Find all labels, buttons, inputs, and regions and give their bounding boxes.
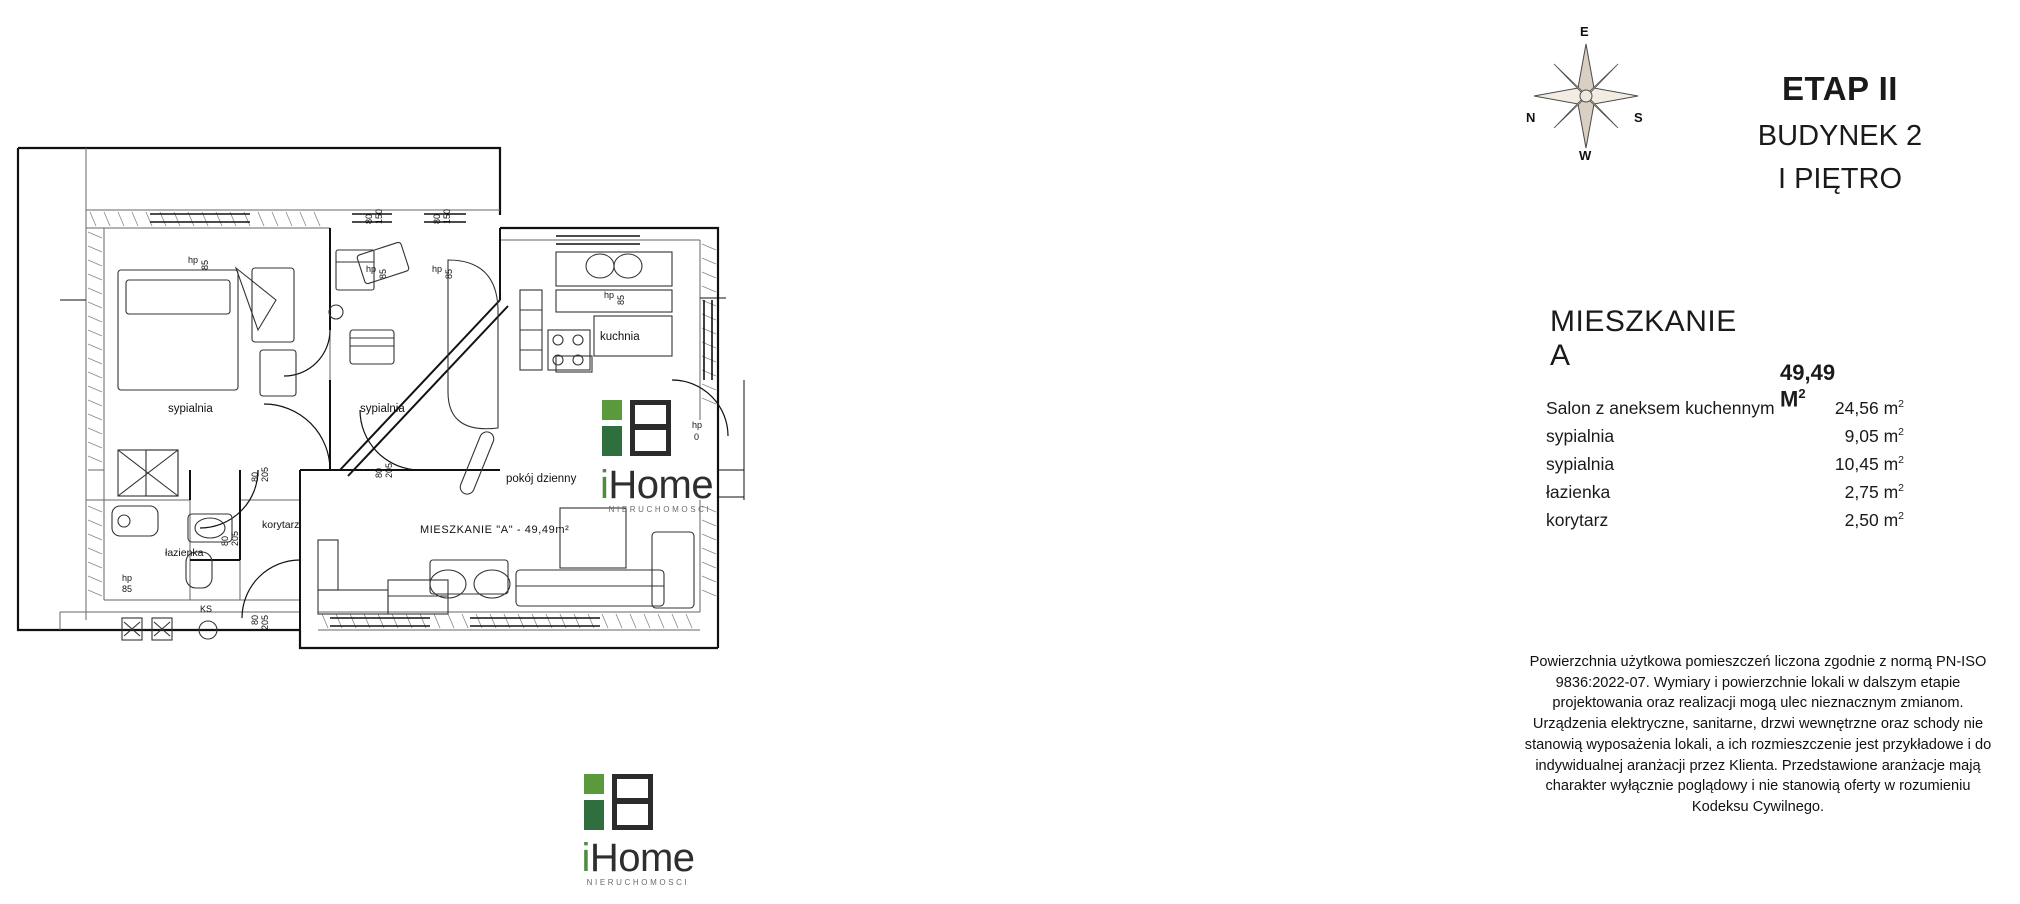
room-area-table — [1546, 394, 1904, 534]
door-code-d4: hp — [604, 290, 615, 300]
door-size-d3: 85 — [444, 268, 454, 279]
room-area — [1821, 394, 1904, 422]
table-row — [1546, 394, 1904, 422]
door-code-d1: hp — [188, 255, 199, 265]
ihome-logo-overlay — [600, 396, 720, 514]
room-area-sup: 2 — [1898, 425, 1904, 438]
window-h-w4: 205 — [384, 462, 394, 478]
table-row — [1546, 422, 1904, 450]
room-label-kitchen: kuchnia — [600, 331, 640, 343]
apartment-stamp: MIESZKANIE "A" - 49,49m² — [420, 524, 570, 536]
room-area-value: 2,50 m — [1844, 509, 1899, 530]
logo-letter-i: i — [600, 463, 609, 507]
room-name: Salon z aneksem kuchennym — [1546, 397, 1775, 418]
door-size-d5: 0 — [694, 432, 700, 442]
stage-title: ETAP II — [1782, 70, 1898, 107]
door-code-d2: hp — [366, 264, 377, 274]
compass-label-west: W — [1579, 148, 1592, 163]
window-w-w2: 80 — [432, 213, 442, 224]
ihome-subtitle: NIERUCHOMOSCI — [608, 505, 712, 514]
door-code-d5: hp — [692, 420, 703, 430]
window-w-w5: 80 — [220, 535, 230, 546]
ihome-wordmark — [578, 838, 698, 878]
room-label-corridor: korytarz — [262, 519, 300, 531]
window-w-w6: 80 — [250, 614, 260, 625]
door-size-d2: 85 — [378, 268, 388, 279]
logo-word-home: Home — [589, 836, 695, 880]
floor-title: I PIĘTRO — [1777, 163, 1903, 195]
room-name: sypialnia — [1546, 453, 1615, 474]
logo-word-home: Home — [608, 463, 714, 507]
room-area-value: 24,56 m — [1834, 397, 1899, 418]
disclaimer-text: Powierzchnia użytkowa pomieszczeń liczona zgodnie z normą PN-ISO 9836:2022-07. Wymiary i powierzchnie lokali w dalszym etapie projektowania oraz realizacji mogą ulec nieznacznym zmianom. Urządzenia elektryczne, sanitarne, drzwi wewnętrzne oraz schody nie stanowią wyposażenia lokali, a ich rozmieszczenie jest przykładowe i do indywidualnej aranżacji przez Klienta. Przedstawione aranżacje mają charakter wyłącznie poglądowy i nie stanowią oferty w rozumieniu Kodeksu Cywilnego. — [1524, 654, 1992, 816]
window-w-w4: 80 — [374, 467, 384, 478]
room-area-value: 9,05 m — [1844, 425, 1899, 446]
room-area-sup: 2 — [1898, 453, 1904, 466]
heading-block — [1660, 70, 2020, 196]
room-area-sup: 2 — [1898, 397, 1904, 410]
compass-rose — [1522, 22, 1650, 170]
fixture-label-ks: KS — [200, 604, 213, 614]
room-area — [1821, 506, 1904, 534]
room-area-sup: 2 — [1898, 509, 1904, 522]
room-label-bathroom: łazienka — [165, 547, 204, 559]
door-code-d6: hp — [122, 573, 133, 583]
room-name: korytarz — [1546, 509, 1609, 530]
table-row — [1546, 450, 1904, 478]
door-size-d4: 85 — [616, 294, 626, 305]
building-title: BUDYNEK 2 — [1757, 120, 1923, 152]
window-h-w6: 205 — [260, 614, 270, 630]
door-size-d1: 85 — [200, 259, 210, 270]
table-row — [1546, 478, 1904, 506]
room-area — [1821, 450, 1904, 478]
ihome-subtitle: NIERUCHOMOSCI — [586, 878, 690, 887]
window-h-w2: 150 — [442, 208, 452, 224]
window-w-w3: 80 — [250, 471, 260, 482]
logo-letter-i: i — [581, 836, 590, 880]
door-code-d3: hp — [432, 264, 443, 274]
compass-label-south: S — [1634, 110, 1643, 125]
table-row — [1546, 506, 1904, 534]
compass-label-east: E — [1580, 24, 1589, 39]
apartment-total-area-value: 49,49 M — [1780, 360, 1836, 412]
window-h-w3: 205 — [260, 466, 270, 482]
ihome-mark-icon — [582, 770, 694, 834]
room-name: sypialnia — [1546, 425, 1615, 446]
room-label-bedroom-mid: sypialnia — [360, 403, 405, 415]
room-label-bedroom-left: sypialnia — [168, 403, 213, 415]
room-label-living: pokój dzienny — [506, 473, 577, 485]
room-name: łazienka — [1546, 481, 1611, 502]
window-h-w5: 205 — [230, 530, 240, 546]
ihome-logo-footer — [578, 770, 698, 887]
room-area-sup: 2 — [1898, 481, 1904, 494]
apartment-total-area-sup: 2 — [1798, 386, 1806, 401]
room-area — [1821, 422, 1904, 450]
apartment-title: MIESZKANIE A — [1550, 305, 1737, 372]
room-area-value: 2,75 m — [1844, 481, 1899, 502]
room-area-value: 10,45 m — [1834, 453, 1899, 474]
ihome-mark-icon — [600, 396, 712, 460]
door-size-d6: 85 — [122, 584, 133, 594]
window-h-w1: 150 — [374, 208, 384, 224]
ihome-wordmark — [600, 465, 720, 505]
room-area — [1821, 478, 1904, 506]
info-panel — [760, 0, 1992, 904]
window-w-w1: 80 — [364, 213, 374, 224]
compass-label-north: N — [1526, 110, 1536, 125]
